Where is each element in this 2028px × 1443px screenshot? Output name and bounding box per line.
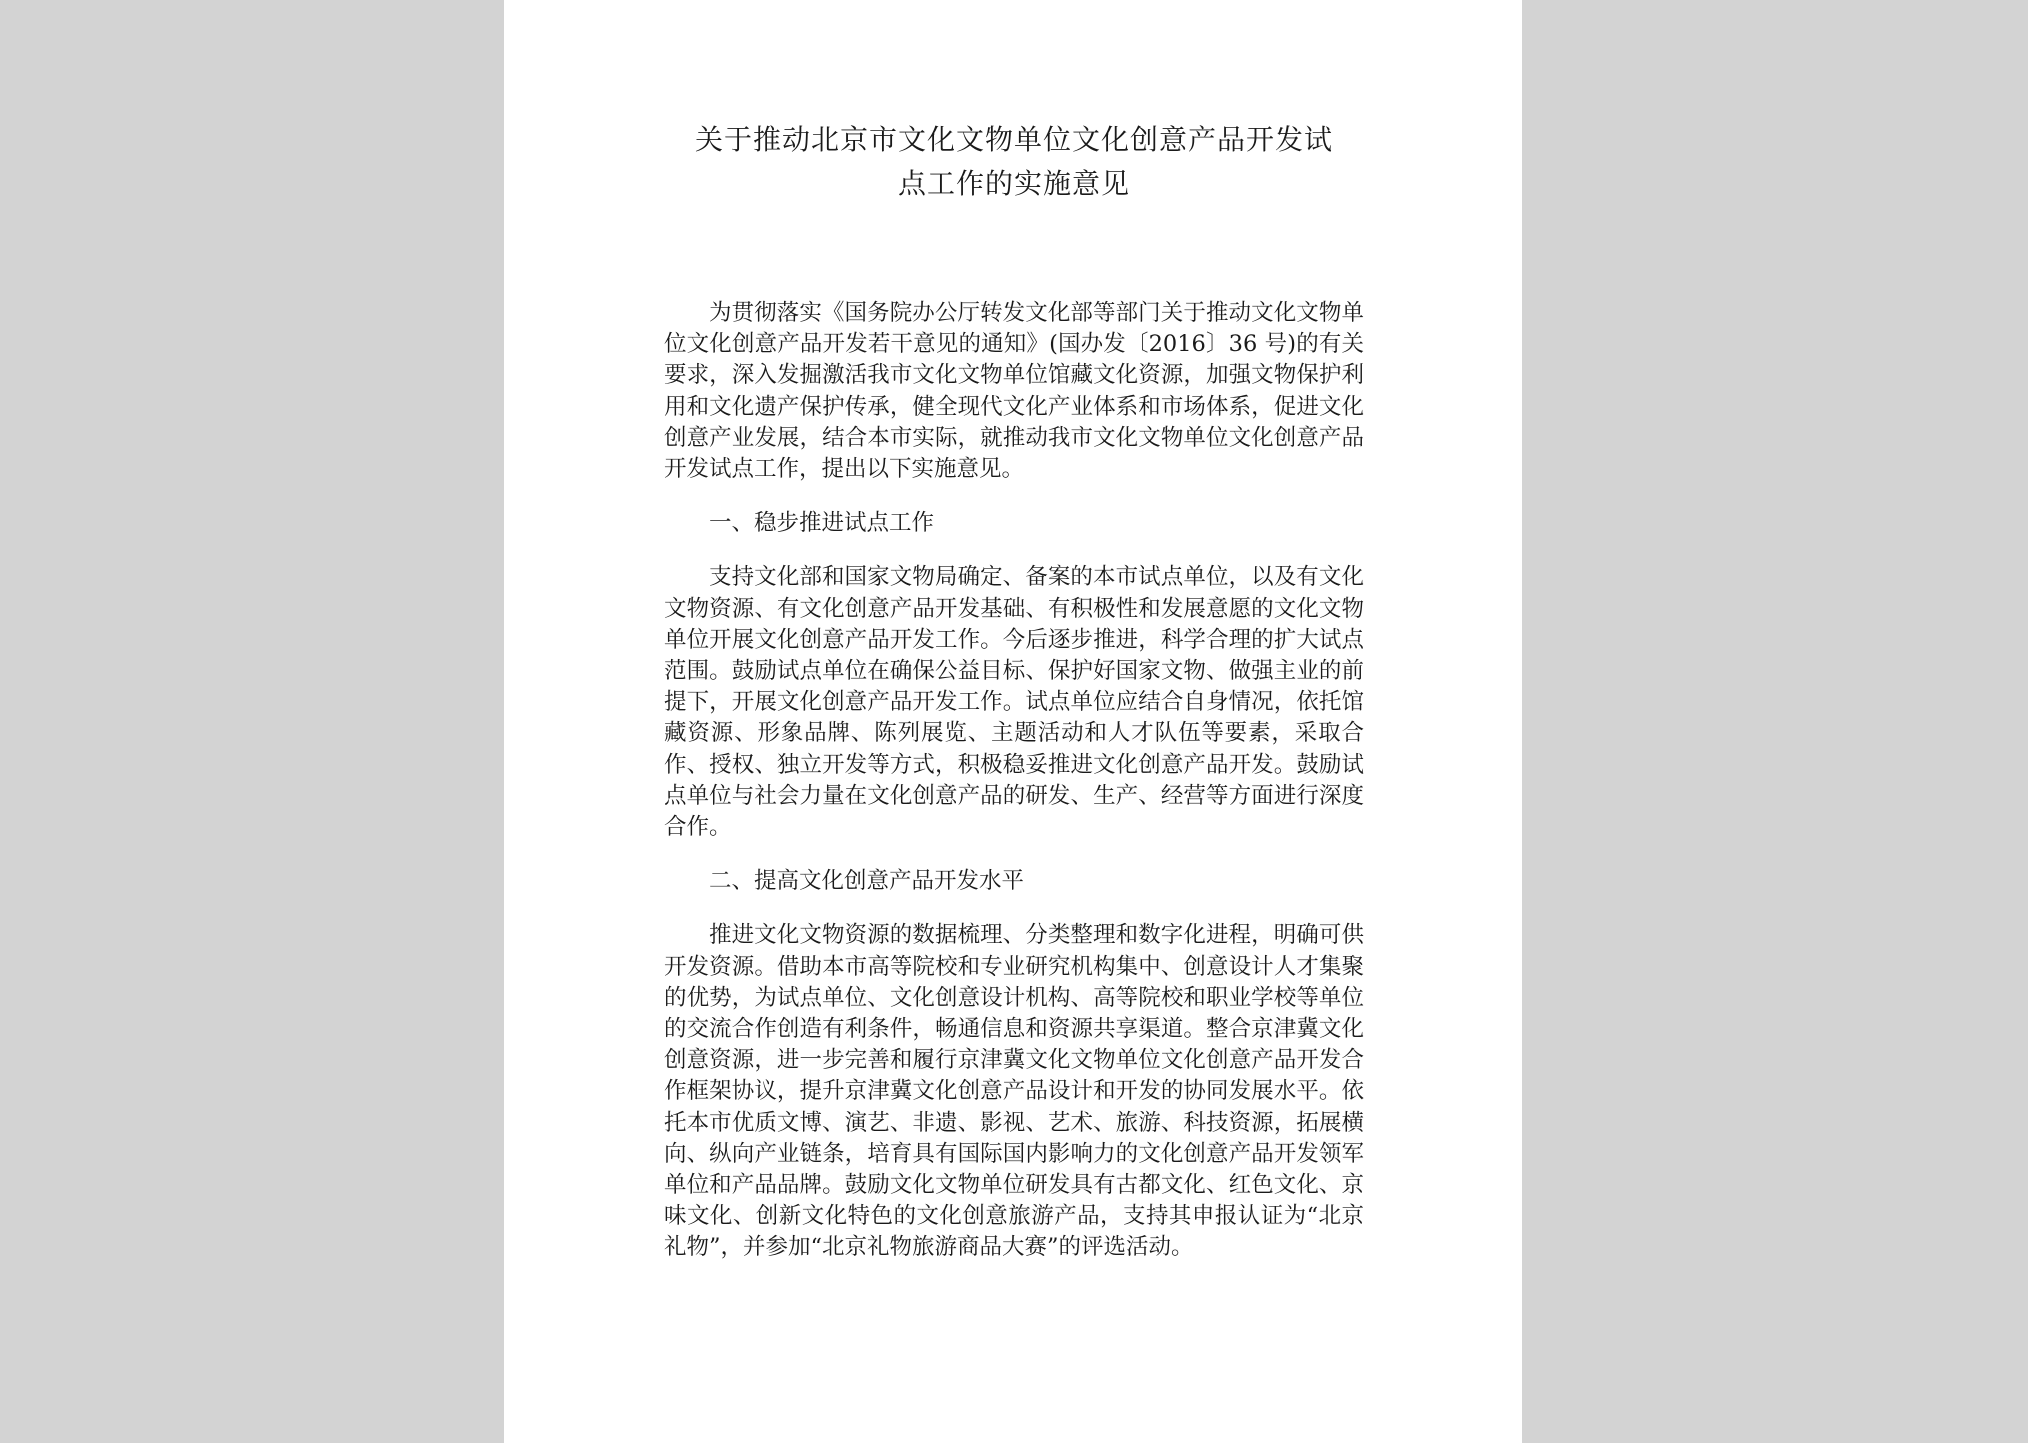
section-1-paragraph: 支持文化部和国家文物局确定、备案的本市试点单位，以及有文化文物资源、有文化创意产品开发基础、有积极性和发展意愿的文化文物单位开展文化创意产品开发工作。今后逐步推进，科学合理的扩大试点范围。鼓励试点单位在确保公益目标、保护好国家文物、做强主业的前提下，开展文化创意产品开发工作。试点单位应结合自身情况，依托馆藏资源、形象品牌、陈列展览、主题活动和人才队伍等要素，采取合作、授权、独立开发等方式，积极稳妥推进文化创意产品开发。鼓励试点单位与社会力量在文化创意产品的研发、生产、经营等方面进行深度合作。	[664, 564, 1364, 841]
section-2-heading: 二、提高文化创意产品开发水平	[709, 868, 1025, 895]
title-line-2: 点工作的实施意见	[897, 167, 1130, 200]
title-line-1: 关于推动北京市文化文物单位文化创意产品开发试	[694, 123, 1333, 156]
document-title	[664, 118, 1364, 206]
section-1-heading: 一、稳步推进试点工作	[709, 510, 935, 537]
document-page	[504, 0, 1522, 1443]
intro-paragraph: 为贯彻落实《国务院办公厅转发文化部等部门关于推动文化文物单位文化创意产品开发若干意见的通知》(国办发〔2016〕36 号)的有关要求，深入发掘激活我市文化文物单位馆藏文化资源，加强文物保护利用和文化遗产保护传承，健全现代文化产业体系和市场体系，促进文化创意产业发展，结合本市实际，就推动我市文化文物单位文化创意产品开发试点工作，提出以下实施意见。	[664, 300, 1364, 483]
document-content	[664, 118, 1364, 1287]
section-2-paragraph: 推进文化文物资源的数据梳理、分类整理和数字化进程，明确可供开发资源。借助本市高等院校和专业研究机构集中、创意设计人才集聚的优势，为试点单位、文化创意设计机构、高等院校和职业学校等单位的交流合作创造有利条件，畅通信息和资源共享渠道。整合京津冀文化创意资源，进一步完善和履行京津冀文化文物单位文化创意产品开发合作框架协议，提升京津冀文化创意产品设计和开发的协同发展水平。依托本市优质文博、演艺、非遗、影视、艺术、旅游、科技资源，拓展横向、纵向产业链条，培育具有国际国内影响力的文化创意产品开发领军单位和产品品牌。鼓励文化文物单位研发具有古都文化、红色文化、京味文化、创新文化特色的文化创意旅游产品，支持其申报认证为“北京礼物”，并参加“北京礼物旅游商品大赛”的评选活动。	[664, 922, 1364, 1261]
